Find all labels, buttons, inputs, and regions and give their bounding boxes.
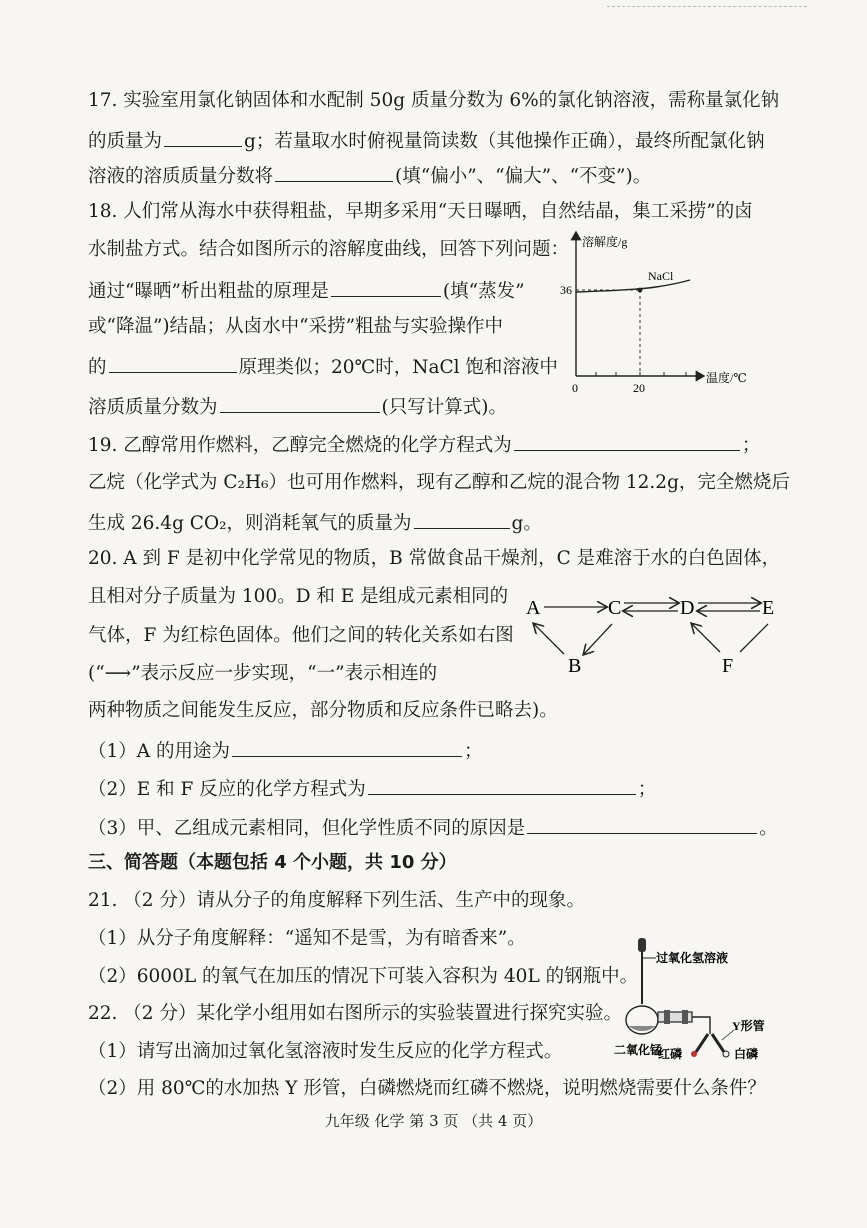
q17-line3 — [88, 161, 651, 190]
stopper-icon — [682, 1010, 688, 1024]
apparatus-diagram — [612, 934, 782, 1064]
q18-line3 — [88, 276, 525, 305]
answer-blank[interactable] — [220, 392, 380, 413]
q18-text: 原理类似；20℃时，NaCl 饱和溶液中 — [238, 357, 558, 378]
q19-line3 — [88, 508, 542, 537]
node-d: D — [680, 597, 695, 619]
scan-artifact — [607, 2, 807, 7]
section-heading: 三、简答题（本题包括 4 个小题，共 10 分） — [88, 852, 457, 873]
arrow-f-d — [692, 624, 720, 652]
q18-line5 — [88, 352, 558, 381]
q17-text: 溶液的溶质质量分数将 — [88, 166, 274, 187]
q20-line2: 且相对分子质量为 100。D 和 E 是组成元素相同的 — [88, 586, 509, 607]
q19-text: ； — [741, 435, 761, 456]
label-h2o2: 过氧化氢溶液 — [656, 951, 729, 965]
q18-line4: 或“降温”)结晶；从卤水中“采捞”粗盐与实验操作中 — [88, 316, 504, 337]
node-c: C — [608, 597, 622, 619]
q18-line2: 水制盐方式。结合如图所示的溶解度曲线，回答下列问题： — [88, 239, 570, 260]
q20-line5: 两种物质之间能发生反应，部分物质和反应条件已略去)。 — [88, 700, 558, 721]
arrow-c-b — [584, 624, 612, 654]
q22-sub1: （1）请写出滴加过氧化氢溶液时发生反应的化学方程式。 — [88, 1041, 563, 1062]
q18-text: 通过“曝晒”析出粗盐的原理是 — [88, 281, 329, 302]
y-axis-label: 溶解度/g — [582, 235, 628, 249]
q17-line2 — [88, 126, 765, 155]
node-e: E — [762, 597, 775, 619]
q17-text: 的质量为 — [88, 131, 163, 152]
label-mno2: 二氧化锰 — [614, 1043, 663, 1057]
dropper-bulb-icon — [638, 938, 646, 952]
answer-blank[interactable] — [527, 813, 757, 834]
q17-text: (填“偏小”、“偏大”、“不变”)。 — [395, 166, 652, 187]
q22-line1: 22. （2 分）某化学小组用如右图所示的实验装置进行探究实验。 — [88, 1003, 622, 1024]
line-f-e — [740, 624, 768, 652]
q19-text: g。 — [511, 513, 542, 534]
answer-blank[interactable] — [109, 352, 237, 373]
x-tick-label: 20 — [633, 381, 645, 395]
y-tick-label: 36 — [560, 283, 572, 297]
stopper-icon — [664, 1010, 670, 1024]
q18-text: 溶质质量分数为 — [88, 397, 218, 418]
q19-line1 — [88, 430, 760, 459]
arrow-b-a — [534, 624, 564, 654]
q20-line1: 20. A 到 F 是初中化学常见的物质，B 常做食品干燥剂，C 是难溶于水的白色固体， — [88, 548, 781, 569]
node-a: A — [526, 597, 541, 619]
q20-line3: 气体，F 为红棕色固体。他们之间的转化关系如右图 — [88, 625, 514, 646]
data-point — [638, 288, 643, 293]
q18-line6 — [88, 392, 507, 421]
node-f: F — [722, 655, 734, 677]
q20-line4: (“⟶”表示反应一步实现，“一”表示相连的 — [88, 663, 438, 684]
label-red-p: 红磷 — [658, 1047, 683, 1061]
answer-blank[interactable] — [232, 736, 462, 757]
q18-text: (只写计算式)。 — [381, 397, 507, 418]
node-b: B — [568, 655, 582, 677]
answer-blank[interactable] — [164, 126, 242, 147]
q18-text: (填“蒸发” — [442, 281, 525, 302]
q18-line1: 18. 人们常从海水中获得粗盐，早期多采用“天日曝晒，自然结晶，集工采捞”的卤 — [88, 201, 753, 222]
q19-line2: 乙烷（化学式为 C₂H₆）也可用作燃料，现有乙醇和乙烷的混合物 12.2g，完全燃烧后 — [88, 472, 790, 493]
q20-text: ； — [637, 779, 657, 800]
page-footer: 九年级 化学 第 3 页 （共 4 页） — [324, 1112, 543, 1130]
q20-sub1 — [88, 736, 483, 765]
q20-text: 。 — [759, 818, 778, 839]
q21-sub2: （2）6000L 的氧气在加压的情况下可装入容积为 40L 的钢瓶中。 — [88, 966, 639, 987]
label-white-p: 白磷 — [734, 1047, 759, 1061]
q20-sub2 — [88, 774, 656, 803]
white-p-icon — [723, 1051, 729, 1057]
x-origin-label: 0 — [572, 381, 578, 395]
y-tube-icon — [696, 1034, 724, 1052]
red-p-icon — [691, 1051, 697, 1057]
q17-text: g；若量取水时俯视量筒读数（其他操作正确），最终所配氯化钠 — [244, 131, 765, 152]
q20-sub3 — [88, 813, 778, 842]
answer-blank[interactable] — [368, 774, 636, 795]
delivery-tube — [692, 1017, 710, 1034]
q21-sub1: （1）从分子角度解释：“遥知不是雪，为有暗香来”。 — [88, 928, 526, 949]
q18-text: 的 — [88, 357, 107, 378]
answer-blank[interactable] — [331, 276, 441, 297]
q20-text: ； — [464, 741, 483, 762]
q21-line1: 21. （2 分）请从分子的角度解释下列生活、生产中的现象。 — [88, 890, 585, 911]
q19-text: 生成 26.4g CO₂，则消耗氧气的质量为 — [88, 513, 412, 534]
q19-text: 19. 乙醇常用作燃料，乙醇完全燃烧的化学方程式为 — [88, 435, 512, 456]
label-ytube: Y形管 — [732, 1019, 765, 1033]
series-label: NaCl — [648, 269, 674, 283]
answer-blank[interactable] — [414, 508, 510, 529]
q22-sub2: （2）用 80℃的水加热 Y 形管，白磷燃烧而红磷不燃烧，说明燃烧需要什么条件？ — [88, 1078, 766, 1099]
answer-blank[interactable] — [275, 161, 393, 182]
q20-text: （1）A 的用途为 — [88, 741, 231, 762]
q17-line1: 17. 实验室用氯化钠固体和水配制 50g 质量分数为 6%的氯化钠溶液，需称量氯化钠 — [88, 90, 780, 111]
transformation-diagram — [522, 590, 784, 682]
x-axis-label: 温度/℃ — [706, 371, 747, 385]
solubility-chart — [556, 226, 756, 398]
q20-text: （2）E 和 F 反应的化学方程式为 — [88, 779, 366, 800]
answer-blank[interactable] — [514, 430, 740, 451]
q20-text: （3）甲、乙组成元素相同，但化学性质不同的原因是 — [88, 818, 526, 839]
